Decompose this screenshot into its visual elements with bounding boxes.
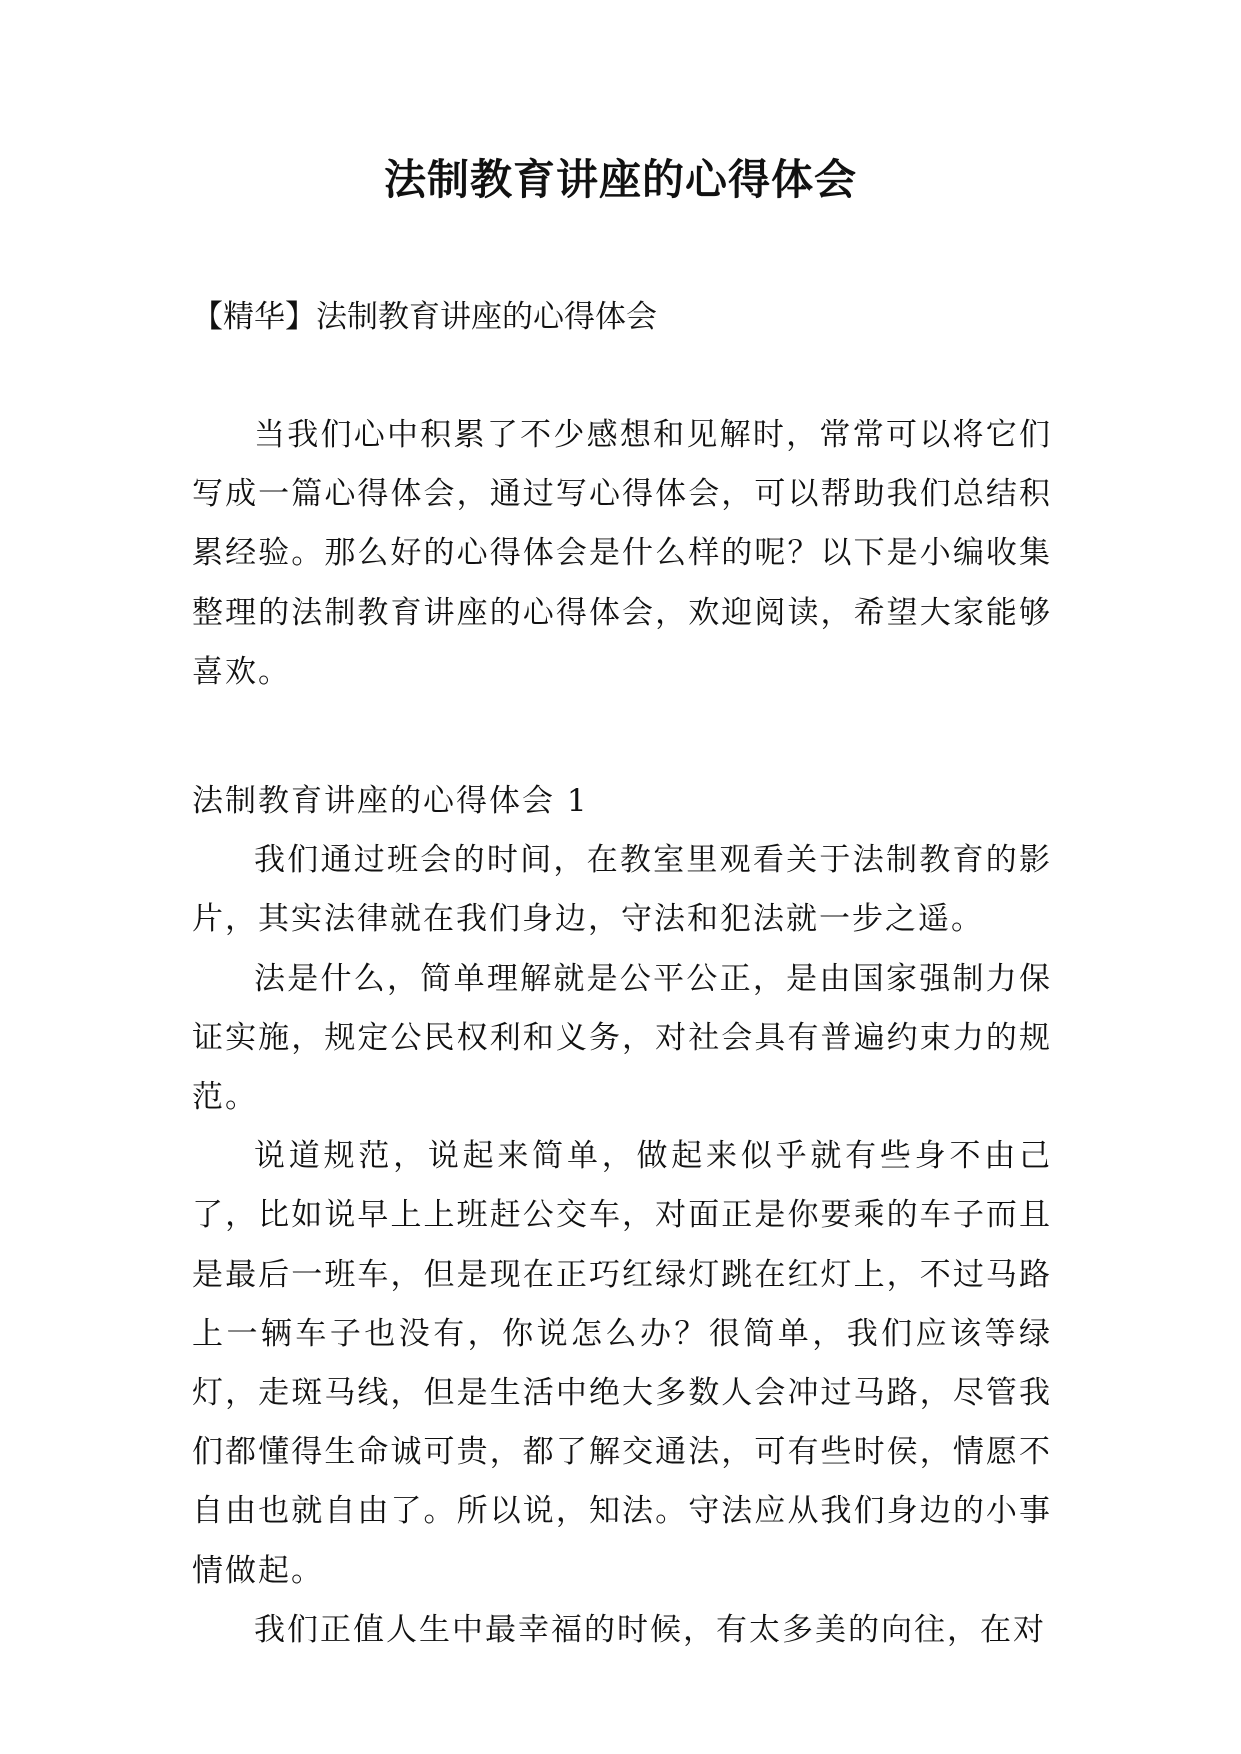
body-paragraph: 说道规范，说起来简单，做起来似乎就有些身不由己了，比如说早上上班赶公交车，对面正是你要乘的车子而且是最后一班车，但是现在正巧红绿灯跳在红灯上，不过马路上一辆车子也没有，你说怎么办？很简单，我们应该等绿灯，走斑马线，但是生活中绝大多数人会冲过马路，尽管我们都懂得生命诚可贵，都了解交通法，可有些时侯，情愿不自由也就自由了。所以说，知法。守法应从我们身边的小事情做起。: [192, 1138, 1052, 1589]
section-heading: 法制教育讲座的心得体会 1: [192, 783, 589, 820]
document-body: [192, 406, 1052, 1660]
body-paragraph: 我们通过班会的时间，在教室里观看关于法制教育的影片，其实法律就在我们身边，守法和犯法就一步之遥。: [192, 842, 1052, 938]
document-subtitle: 【精华】法制教育讲座的心得体会: [192, 299, 657, 335]
body-paragraph: 法是什么，简单理解就是公平公正，是由国家强制力保证实施，规定公民权利和义务，对社会具有普遍约束力的规范。: [192, 960, 1052, 1116]
document-title: 法制教育讲座的心得体会: [383, 155, 857, 204]
intro-paragraph: 当我们心中积累了不少感想和见解时，常常可以将它们写成一篇心得体会，通过写心得体会，可以帮助我们总结积累经验。那么好的心得体会是什么样的呢？以下是小编收集整理的法制教育讲座的心得体会，欢迎阅读，希望大家能够喜欢。: [192, 417, 1052, 690]
body-paragraph: 我们正值人生中最幸福的时候，有太多美的向往，在对: [254, 1611, 1046, 1648]
